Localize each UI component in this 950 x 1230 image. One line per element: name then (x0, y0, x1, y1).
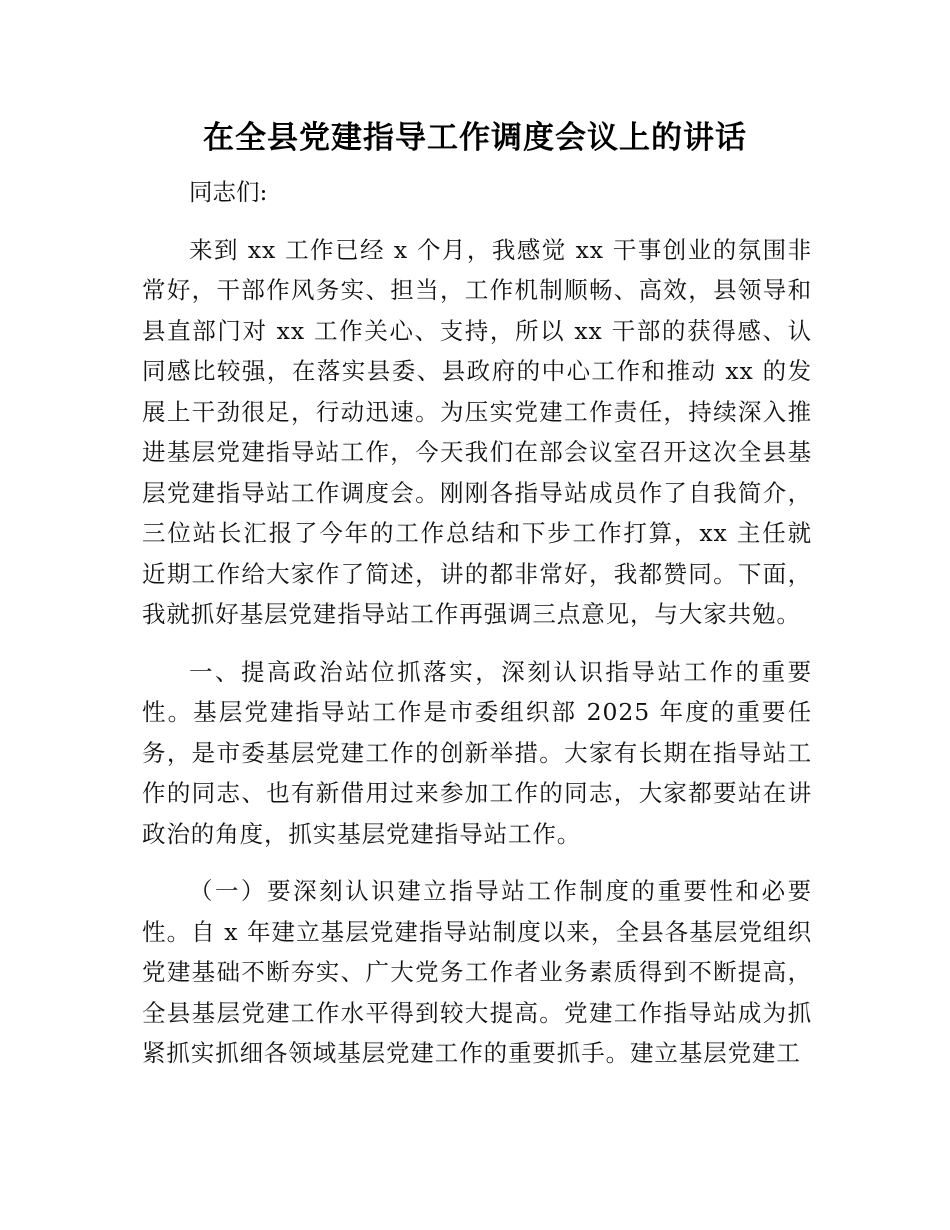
paragraph-subsection-one: （一）要深刻认识建立指导站工作制度的重要性和必要性。自 x 年建立基层党建指导站制度以来，全县各基层党组织党建基础不断夯实、广大党务工作者业务素质得到不断提高，全县基层党建工作水平得到较大提高。党建工作指导站成为抓紧抓实抓细各领域基层党建工作的重要抓手。建立基层党建工 (142, 877, 812, 1067)
paragraph-opening: 来到 xx 工作已经 x 个月，我感觉 xx 干事创业的氛围非常好，干部作风务实、担当，工作机制顺畅、高效，县领导和县直部门对 xx 工作关心、支持，所以 xx 干部的获得感、认同感比较强，在落实县委、县政府的中心工作和推动 xx 的发展上干劲很足，行动迅速。为压实党建工作责任，持续深入推进基层党建指导站工作，今天我们在部会议室召开这次全县基层党建指导站工作调度会。刚刚各指导站成员作了自我简介，三位站长汇报了今年的工作总结和下步工作打算，xx 主任就近期工作给大家作了简述，讲的都非常好，我都赞同。下面，我就抓好基层党建指导站工作再强调三点意见，与大家共勉。 (142, 235, 812, 628)
document-title: 在全县党建指导工作调度会议上的讲话 (203, 120, 747, 156)
salutation: 同志们: (189, 178, 268, 206)
document-body (142, 172, 812, 1091)
paragraph-section-one: 一、提高政治站位抓落实，深刻认识指导站工作的重要性。基层党建指导站工作是市委组织部 2025 年度的重要任务，是市委基层党建工作的创新举措。大家有长期在指导站工作的同志、也有新借用过来参加工作的同志，大家都要站在讲政治的角度，抓实基层党建指导站工作。 (142, 657, 812, 848)
